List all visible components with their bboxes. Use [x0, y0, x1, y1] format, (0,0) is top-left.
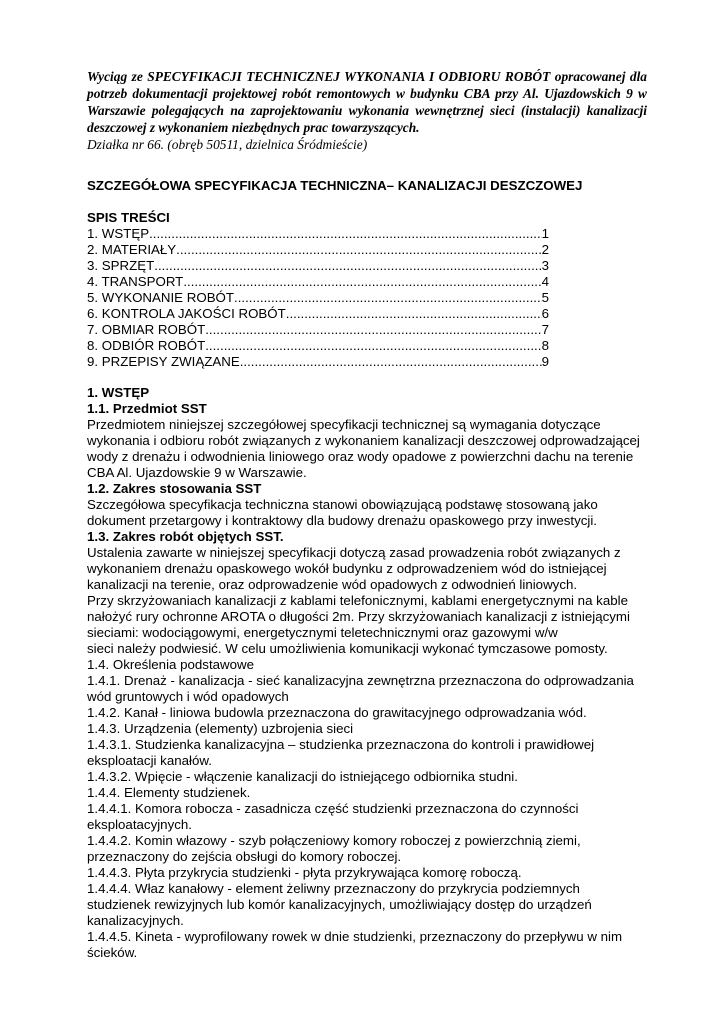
intro-heading: Wyciąg ze SPECYFIKACJI TECHNICZNEJ WYKONANIA I ODBIORU ROBÓT opracowanej dla potrzeb dokumentacji projektowej robót remontowych w budynku CBA przy Al. Ujazdowskich 9 w Warszawie polegających na zaprojektowaniu wykonania wewnętrznej sieci (instalacji) kanalizacji deszczowej z wykonaniem niezbędnych prac towarzyszących.	[87, 69, 647, 135]
document-intro	[87, 68, 647, 153]
paragraph: 1.4. Określenia podstawowe	[87, 657, 255, 672]
paragraph: Szczegółowa specyfikacja techniczna stanowi obowiązującą podstawę stosowaną jako dokument przetargowy i kontraktowy dla budowy drenażu opaskowego przy inwestycji.	[87, 497, 598, 528]
definition-item: 1.4.2. Kanał - liniowa budowla przeznaczona do grawitacyjnego odprowadzania wód.	[87, 705, 587, 720]
toc-leader	[205, 322, 541, 338]
toc-leader	[183, 274, 541, 290]
definition-item: 1.4.4.2. Komin włazowy - szyb połączeniowy komory roboczej z powierzchnią ziemi, przeznaczony do zejścia obsługi do komory roboczej.	[87, 833, 581, 864]
paragraph: Ustalenia zawarte w niniejszej specyfikacji dotyczą zasad prowadzenia robót związanych z wykonaniem drenażu opaskowego wokół budynku z odprowadzeniem wód do istniejącej kanalizacji na terenie, oraz odprowadzenie wód opadowych z odwodnień liniowych.	[87, 545, 621, 592]
definition-item: 1.4.3.2. Wpięcie - włączenie kanalizacji do istniejącego odbiornika studni.	[87, 769, 518, 784]
definition-item: 1.4.3.1. Studzienka kanalizacyjna – studzienka przeznaczona do kontroli i prawidłowej eksploatacji kanałów.	[87, 737, 595, 768]
toc-title: SPIS TREŚCI	[87, 210, 170, 225]
subsection-heading: 1.2. Zakres stosowania SST	[87, 481, 262, 496]
document-page	[87, 68, 647, 961]
definition-item: 1.4.4. Elementy studzienek.	[87, 785, 251, 800]
definition-item: 1.4.4.4. Właz kanałowy - element żeliwny przeznaczony do przykrycia podziemnych studzienek rewizyjnych lub komór kanalizacyjnych, umożliwiający dostęp do urządzeń kanalizacyjnych.	[87, 881, 592, 928]
toc-item	[87, 242, 549, 258]
definition-item: 1.4.1. Drenaż - kanalizacja - sieć kanalizacyjna zewnętrzna przeznaczona do odprowadzania wód gruntowych i wód opadowych	[87, 673, 634, 704]
toc-leader	[154, 258, 541, 274]
toc-item	[87, 258, 549, 274]
toc-item	[87, 354, 549, 370]
toc-item-label: 8. ODBIÓR ROBÓT	[87, 338, 206, 353]
toc-item-page: 1	[541, 226, 549, 241]
toc-leader	[240, 354, 542, 370]
subsection-heading: 1.1. Przedmiot SST	[87, 401, 207, 416]
toc-leader	[149, 226, 542, 242]
toc-item-page: 7	[541, 322, 549, 337]
toc-item-page: 9	[541, 354, 549, 369]
toc-item	[87, 322, 549, 338]
toc-item-page: 3	[541, 258, 549, 273]
toc-item-label: 6. KONTROLA JAKOŚCI ROBÓT	[87, 306, 286, 321]
toc-item-label: 7. OBMIAR ROBÓT	[87, 322, 206, 337]
toc-item-label: 4. TRANSPORT	[87, 274, 184, 289]
paragraph: sieci należy podwiesić. W celu umożliwienia komunikacji wykonać tymczasowe pomosty.	[87, 641, 608, 656]
definition-item: 1.4.4.1. Komora robocza - zasadnicza część studzienki przeznaczona do czynności eksploatacyjnych.	[87, 801, 579, 832]
toc-leader	[286, 306, 542, 322]
definition-item: 1.4.3. Urządzenia (elementy) uzbrojenia sieci	[87, 721, 354, 736]
section-body	[87, 385, 647, 961]
toc-item	[87, 290, 549, 306]
toc-leader	[176, 242, 541, 258]
paragraph: Przedmiotem niniejszej szczegółowej specyfikacji technicznej są wymagania dotyczące wykonania i odbioru robót związanych z wykonaniem kanalizacji deszczowej odprowadzającej wody z drenażu i odwodnienia liniowego oraz wody opadowe z powierzchni dachu na terenie CBA Al. Ujazdowskie 9 w Warszawie.	[87, 417, 640, 480]
toc-item-label: 1. WSTĘP	[87, 226, 150, 241]
toc-item	[87, 338, 549, 354]
plot-line: Działka nr 66. (obręb 50511, dzielnica Śródmieście)	[87, 137, 368, 152]
spec-title: SZCZEGÓŁOWA SPECYFIKACJA TECHNICZNA– KANALIZACJI DESZCZOWEJ	[87, 178, 583, 193]
paragraph: Przy skrzyżowaniach kanalizacji z kablami telefonicznymi, kablami energetycznymi na kable nałożyć rury ochronne AROTA o długości 2m. Przy skrzyżowaniach kanalizacji z istniejącymi sieciami: wodociągowymi, energetycznymi teletechnicznymi oraz gazowymi w/w	[87, 593, 630, 640]
toc-item-label: 5. WYKONANIE ROBÓT	[87, 290, 235, 305]
toc-item-page: 5	[541, 290, 549, 305]
toc-leader	[205, 338, 541, 354]
toc-item-page: 6	[541, 306, 549, 321]
toc-item	[87, 274, 549, 290]
toc-item-page: 8	[541, 338, 549, 353]
table-of-contents	[87, 226, 647, 370]
toc-item-page: 2	[541, 242, 549, 257]
toc-item-label: 9. PRZEPISY ZWIĄZANE	[87, 354, 240, 369]
subsection-heading: 1.3. Zakres robót objętych SST.	[87, 529, 284, 544]
section-heading: 1. WSTĘP	[87, 385, 150, 400]
toc-item	[87, 306, 549, 322]
definition-item: 1.4.4.5. Kineta - wyprofilowany rowek w dnie studzienki, przeznaczony do przepływu w nim ścieków.	[87, 929, 623, 960]
toc-leader	[234, 290, 542, 306]
toc-item-label: 2. MATERIAŁY	[87, 242, 177, 257]
definition-item: 1.4.4.3. Płyta przykrycia studzienki - płyta przykrywająca komorę roboczą.	[87, 865, 522, 880]
toc-item-label: 3. SPRZĘT	[87, 258, 155, 273]
toc-item-page: 4	[541, 274, 549, 289]
toc-item	[87, 226, 549, 242]
